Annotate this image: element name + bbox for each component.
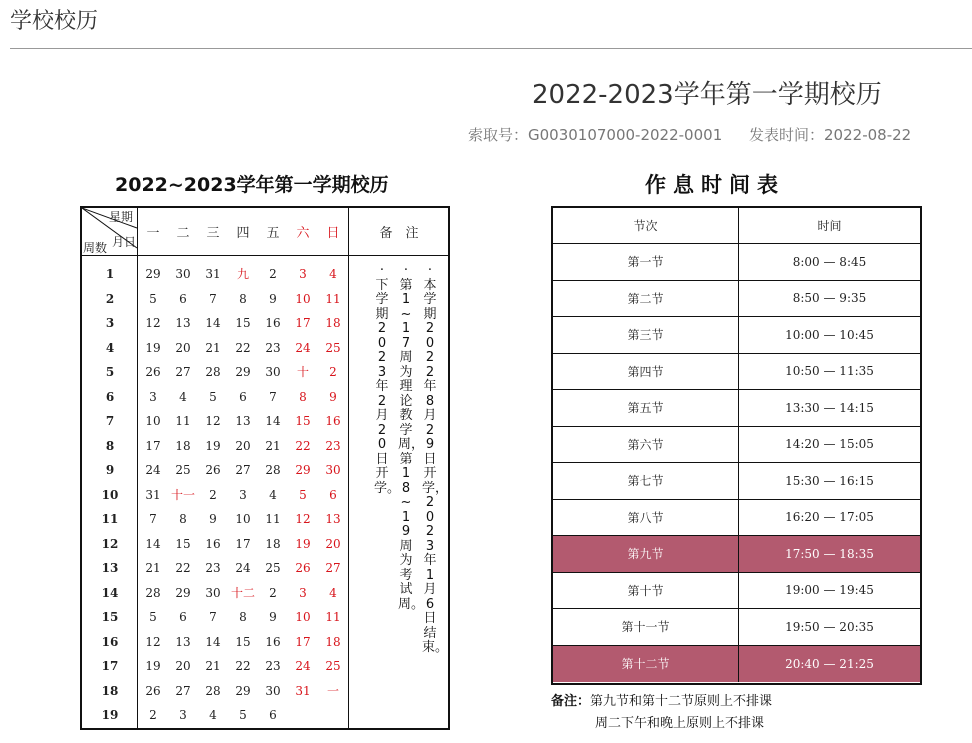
schedule-remark [551, 691, 772, 735]
period-name: 第四节 [553, 354, 739, 390]
week-number: 13 [101, 561, 119, 575]
calendar-day: 23 [325, 438, 341, 453]
calendar-day: 30 [205, 585, 221, 600]
calendar-day: 10 [295, 610, 311, 624]
week-number: 5 [105, 365, 115, 379]
period-name: 第十二节 [553, 646, 739, 683]
period-time: 13:30 — 14:15 [785, 400, 874, 415]
schedule-row [553, 281, 920, 318]
calendar-day: 30 [265, 683, 281, 698]
remark-line-2: 周二下午和晚上原则上不排课 [595, 716, 765, 731]
calendar-day: 5 [299, 487, 307, 502]
calendar-day: 31 [295, 683, 311, 698]
calendar-day: 6 [179, 610, 187, 624]
calendar-day: 18 [325, 634, 341, 649]
schedule-row [553, 390, 920, 427]
calendar-day: 11 [325, 291, 341, 306]
calendar-day: 17 [145, 438, 161, 453]
calendar-day: 26 [145, 365, 161, 379]
calendar-day: 30 [175, 267, 191, 281]
calendar-day: 20 [175, 340, 191, 355]
period-time: 17:50 — 18:35 [785, 546, 874, 561]
schedule-row [553, 317, 920, 354]
remarks-header: 备 注 [379, 226, 419, 241]
calendar-day: 9 [329, 389, 337, 404]
week-number: 16 [101, 634, 119, 649]
calendar-day: 25 [325, 659, 341, 673]
calendar-day: 10 [295, 291, 311, 306]
weekday-header: 四 [236, 226, 250, 241]
calendar-day: 25 [265, 561, 281, 575]
week-number: 19 [101, 708, 119, 722]
calendar-note: ·本学期2022年8月29日开学，2023年1月6日结束。 [422, 263, 449, 655]
period-time: 15:30 — 16:15 [785, 473, 874, 488]
period-name: 第二节 [553, 281, 739, 317]
period-name: 第八节 [553, 500, 739, 536]
calendar-day: 8 [299, 389, 307, 404]
calendar-day: 十一 [170, 487, 195, 502]
weekday-header: 五 [266, 226, 280, 241]
calendar-day: 18 [325, 316, 341, 330]
calendar-day: 20 [325, 536, 341, 551]
weekday-header: 六 [296, 226, 310, 241]
schedule-title: 作息时间表 [645, 173, 785, 197]
calendar-day: 30 [325, 463, 341, 477]
calendar-day: 27 [235, 463, 251, 477]
calendar-day: 4 [329, 267, 337, 281]
calendar-day: 21 [145, 561, 161, 575]
week-number: 15 [101, 610, 119, 624]
calendar-day: 13 [175, 316, 191, 330]
week-number: 2 [105, 291, 115, 306]
calendar-day: 19 [205, 438, 221, 453]
calendar-day: 7 [209, 610, 217, 624]
period-time: 8:00 — 8:45 [792, 254, 867, 269]
calendar-day: 27 [175, 683, 191, 698]
calendar-day: 3 [149, 389, 157, 404]
week-number: 17 [101, 659, 119, 673]
calendar-day: 13 [325, 512, 341, 526]
calendar-day: 17 [235, 536, 251, 551]
calendar-day: 24 [295, 659, 311, 673]
calendar-day: 27 [325, 561, 341, 575]
calendar-day: 28 [205, 683, 221, 698]
calendar-day: 29 [295, 463, 311, 477]
calendar-title: 2022~2023学年第一学期校历 [115, 174, 389, 196]
calendar-day: 9 [269, 291, 277, 306]
week-number: 11 [101, 512, 119, 526]
schedule-row [553, 609, 920, 646]
calendar-day: 十 [296, 365, 309, 379]
calendar-day: 27 [175, 365, 191, 379]
calendar-day: 6 [329, 487, 337, 502]
calendar-day: 7 [149, 512, 157, 526]
period-name: 第五节 [553, 390, 739, 426]
calendar-day: 17 [295, 634, 311, 649]
calendar-day: 31 [205, 267, 221, 281]
calendar-day: 24 [235, 561, 251, 575]
period-name: 第七节 [553, 463, 739, 499]
calendar-day: 4 [329, 585, 337, 600]
calendar-day: 4 [209, 708, 217, 722]
divider [10, 48, 972, 49]
calendar-day: 5 [149, 610, 157, 624]
period-time: 19:50 — 20:35 [785, 619, 874, 634]
calendar-day: 31 [145, 487, 161, 502]
calendar-day: 15 [295, 414, 311, 428]
calendar-day: 12 [145, 634, 161, 649]
calendar-day: 8 [239, 291, 247, 306]
period-name: 第十节 [553, 573, 739, 609]
calendar-day: 29 [175, 585, 191, 600]
calendar-day: 21 [205, 659, 221, 673]
calendar-day: 九 [236, 267, 249, 281]
week-number: 8 [105, 438, 115, 453]
week-number: 14 [101, 585, 119, 600]
calendar-day: 3 [179, 708, 187, 722]
remark-label: 备注： [551, 694, 591, 709]
period-name: 第六节 [553, 427, 739, 463]
calendar-day: 10 [145, 414, 161, 428]
header-period: 节次 [553, 208, 739, 243]
calendar-day: 14 [145, 536, 161, 551]
calendar-note: ·下学期2023年2月20日开学。 [374, 263, 401, 496]
week-number: 4 [105, 340, 115, 355]
calendar-day: 11 [175, 414, 191, 428]
schedule-row [553, 646, 920, 683]
calendar-day: 23 [265, 659, 281, 673]
weekday-header: 一 [146, 226, 160, 241]
calendar-day: 8 [239, 610, 247, 624]
calendar-day: 23 [205, 561, 221, 575]
calendar-day: 28 [145, 585, 161, 600]
calendar-day: 2 [329, 365, 337, 379]
calendar-day: 19 [145, 340, 161, 355]
schedule-row [553, 463, 920, 500]
schedule-row [553, 244, 920, 281]
calendar-day: 16 [325, 414, 341, 428]
schedule-row [553, 354, 920, 391]
calendar-day: 3 [299, 585, 307, 600]
calendar-note: ·第1~17周为理论教学周，第18~19周为考试周。 [398, 263, 425, 612]
calendar-day: 21 [265, 438, 281, 453]
period-name: 第十一节 [553, 609, 739, 645]
calendar-day: 5 [209, 389, 217, 404]
calendar-day: 26 [295, 561, 311, 575]
period-time: 19:00 — 19:45 [785, 583, 874, 598]
calendar-day: 12 [205, 414, 221, 428]
calendar-day: 25 [175, 463, 191, 477]
calendar-day: 10 [235, 512, 251, 526]
weekday-header: 三 [206, 226, 220, 241]
schedule-row [553, 500, 920, 537]
week-number: 12 [101, 536, 119, 551]
calendar-day: 9 [209, 512, 217, 526]
period-time: 20:40 — 21:25 [785, 656, 874, 671]
week-number: 3 [105, 316, 115, 330]
calendar-day: 20 [175, 659, 191, 673]
calendar-day: 12 [145, 316, 161, 330]
weekday-header: 日 [326, 226, 340, 241]
calendar-day: 2 [209, 487, 217, 502]
calendar-day: 11 [325, 610, 341, 624]
calendar-day: 22 [235, 659, 251, 673]
calendar-day: 16 [205, 536, 221, 551]
calendar-day: 6 [239, 389, 247, 404]
calendar-day: 29 [235, 683, 251, 698]
calendar-day: 24 [295, 340, 311, 355]
week-number: 1 [105, 267, 115, 281]
publish-date: 发表时间：2022-08-22 [749, 126, 912, 144]
calendar-day: 4 [179, 389, 187, 404]
calendar-day: 3 [299, 267, 307, 281]
calendar-day: 28 [205, 365, 221, 379]
calendar-day: 19 [295, 536, 311, 551]
school-calendar-table [80, 206, 450, 730]
calendar-day: 6 [269, 708, 277, 722]
calendar-day: 22 [235, 340, 251, 355]
calendar-day: 29 [145, 267, 161, 281]
calendar-day: 24 [145, 463, 161, 477]
period-name: 第三节 [553, 317, 739, 353]
calendar-day: 21 [205, 340, 221, 355]
week-number: 6 [105, 389, 115, 404]
calendar-day: 25 [325, 340, 341, 355]
calendar-day: 13 [175, 634, 191, 649]
calendar-day: 11 [265, 512, 281, 526]
column-divider [348, 208, 349, 728]
period-time: 10:00 — 10:45 [785, 327, 874, 342]
calendar-day: 19 [145, 659, 161, 673]
week-number: 9 [105, 463, 115, 477]
index-number: 索取号：G0030107000-2022-0001 [468, 126, 723, 144]
calendar-day: 5 [239, 708, 247, 722]
week-number: 7 [105, 414, 115, 428]
corner-label-month-day: 月日 [112, 235, 137, 249]
calendar-day: 一 [326, 683, 339, 698]
calendar-day: 7 [209, 291, 217, 306]
calendar-day: 2 [149, 708, 157, 722]
calendar-day: 20 [235, 438, 251, 453]
page-title: 学校校历 [10, 9, 99, 34]
calendar-day: 15 [235, 634, 251, 649]
schedule-header-row [553, 208, 920, 244]
calendar-day: 28 [265, 463, 281, 477]
schedule-table [551, 206, 922, 685]
calendar-day: 26 [205, 463, 221, 477]
period-name: 第九节 [553, 536, 739, 572]
calendar-day: 12 [295, 512, 311, 526]
week-number: 10 [101, 487, 119, 502]
schedule-row [553, 573, 920, 610]
calendar-day: 8 [179, 512, 187, 526]
calendar-day: 7 [269, 389, 277, 404]
corner-label-weekday: 星期 [109, 210, 134, 224]
calendar-day: 6 [179, 291, 187, 306]
calendar-day: 17 [295, 316, 311, 330]
calendar-day: 22 [295, 438, 311, 453]
calendar-day: 30 [265, 365, 281, 379]
calendar-day: 5 [149, 291, 157, 306]
calendar-day: 4 [269, 487, 277, 502]
period-time: 14:20 — 15:05 [785, 437, 874, 452]
calendar-day: 14 [205, 634, 221, 649]
calendar-day: 9 [269, 610, 277, 624]
calendar-day: 23 [265, 340, 281, 355]
period-time: 16:20 — 17:05 [785, 510, 874, 525]
calendar-day: 2 [269, 585, 277, 600]
calendar-day: 13 [235, 414, 251, 428]
header-time: 时间 [817, 219, 842, 233]
article-meta [468, 124, 933, 145]
period-time: 8:50 — 9:35 [792, 291, 867, 306]
article-title: 2022-2023学年第一学期校历 [532, 80, 882, 110]
corner-label-week: 周数 [83, 241, 108, 255]
calendar-day: 3 [239, 487, 247, 502]
calendar-day: 15 [235, 316, 251, 330]
calendar-day: 26 [145, 683, 161, 698]
calendar-day: 16 [265, 634, 281, 649]
calendar-day: 2 [269, 267, 277, 281]
remark-line-1: 第九节和第十二节原则上不排课 [590, 694, 773, 709]
calendar-day: 16 [265, 316, 281, 330]
calendar-day: 29 [235, 365, 251, 379]
period-name: 第一节 [553, 244, 739, 280]
schedule-row [553, 427, 920, 464]
calendar-day: 15 [175, 536, 191, 551]
schedule-row [553, 536, 920, 573]
calendar-day: 18 [265, 536, 281, 551]
calendar-day: 14 [265, 414, 281, 428]
week-number: 18 [101, 683, 119, 698]
calendar-day: 18 [175, 438, 191, 453]
calendar-day: 22 [175, 561, 191, 575]
calendar-day: 十二 [230, 585, 255, 600]
period-time: 10:50 — 11:35 [785, 364, 874, 379]
calendar-day: 14 [205, 316, 221, 330]
weekday-header: 二 [176, 226, 190, 241]
